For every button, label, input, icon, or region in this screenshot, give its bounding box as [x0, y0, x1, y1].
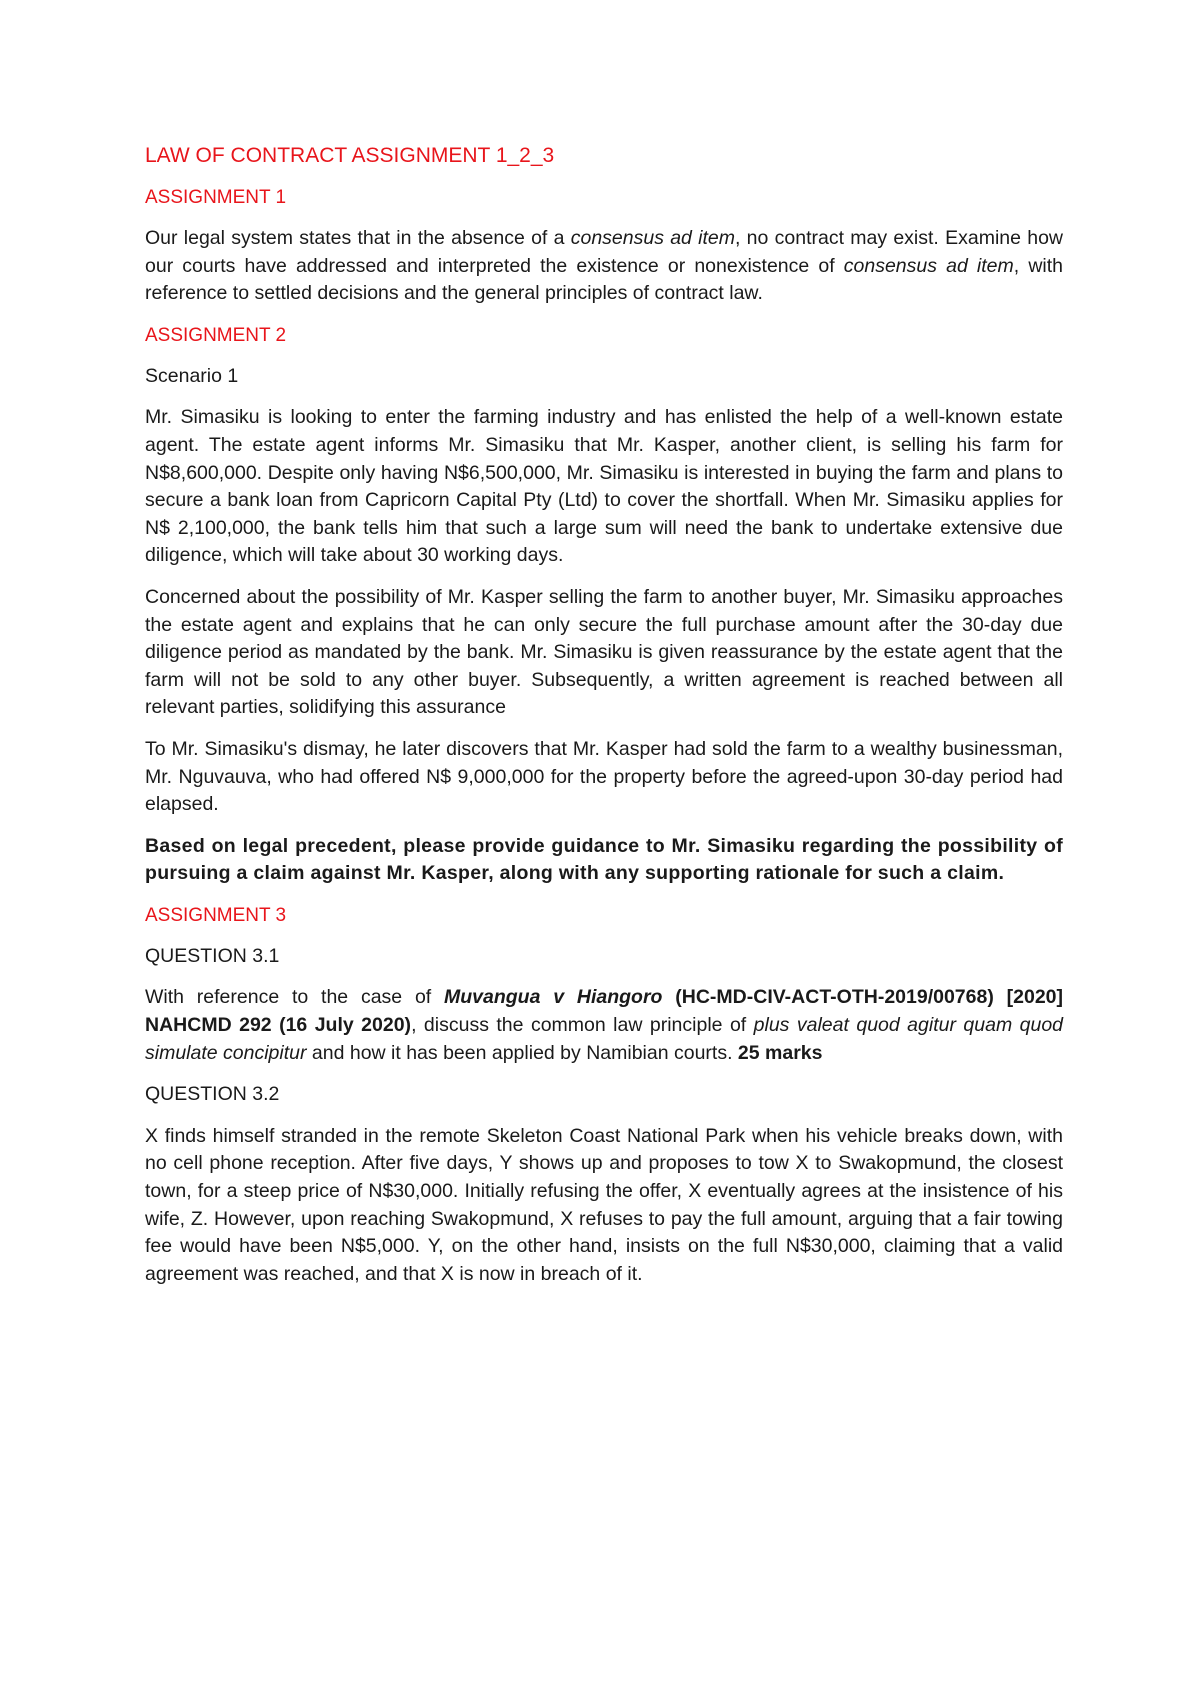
- latin-term: consensus ad item: [843, 254, 1014, 277]
- document-body: [145, 142, 1063, 1302]
- latin-term: consensus ad item: [570, 227, 735, 249]
- text-run: With reference to the case of: [145, 986, 445, 1009]
- question-3-2-text: X finds himself stranded in the remote Skeleton Coast National Park when his vehicle breaks down, with no cell phone reception. After five days, Y shows up and proposes to tow X to Swakopmund, the closest town, for a steep price of N$30,000. Initially refusing the offer, X eventually agrees at the insistence of his wife, Z. However, upon reaching Swakopmund, X refuses to pay the full amount, arguing that a fair towing fee would have been N$5,000. Y, on the other hand, insists on the full N$30,000, claiming that a valid agreement was reached, and that X is now in breach of it.: [145, 1124, 1063, 1285]
- latin-term: plus valeat quod agitur quam quod simulate concipitur: [145, 1014, 1064, 1064]
- text-run: , discuss the common law principle of: [411, 1014, 754, 1037]
- assignment-1-paragraph: [145, 225, 1063, 308]
- text-run: and how it has been applied by Namibian courts.: [306, 1041, 738, 1064]
- text-run: , no contract may exist. Examine how our courts have addressed and interpreted the existence or nonexistence of: [145, 227, 1064, 277]
- case-name: Muvangua v Hiangoro: [444, 986, 663, 1009]
- assignment-2-heading: ASSIGNMENT 2: [145, 324, 287, 346]
- scenario-paragraph-1: Mr. Simasiku is looking to enter the farming industry and has enlisted the help of a well-known estate agent. The estate agent informs Mr. Simasiku that Mr. Kasper, another client, is selling his farm for N$8,600,000. Despite only having N$6,500,000, Mr. Simasiku is interested in buying the farm and plans to secure a bank loan from Capricorn Capital Pty (Ltd) to cover the shortfall. When Mr. Simasiku applies for N$ 2,100,000, the bank tells him that such a large sum will need the bank to undertake extensive due diligence, which will take about 30 working days.: [145, 406, 1063, 567]
- marks-label: 25 marks: [737, 1041, 823, 1064]
- assignment-1-heading: ASSIGNMENT 1: [145, 187, 287, 208]
- text-run: , with reference to settled decisions and the general principles of contract law.: [145, 254, 1064, 305]
- case-citation: (HC-MD-CIV-ACT-OTH-2019/00768) [2020] NAHCMD 292 (16 July 2020): [145, 986, 1063, 1037]
- question-3-1-text: [145, 984, 1063, 1067]
- scenario-paragraph-3: To Mr. Simasiku's dismay, he later discovers that Mr. Kasper had sold the farm to a wealthy businessman, Mr. Nguvauva, who had offered N$ 9,000,000 for the property before the agreed-upon 30-day period had elapsed.: [145, 737, 1063, 816]
- scenario-paragraph-2: Concerned about the possibility of Mr. Kasper selling the farm to another buyer, Mr. Simasiku approaches the estate agent and explains that he can only secure the full purchase amount after the 30-day due diligence period as mandated by the bank. Mr. Simasiku is given reassurance by the estate agent that the farm will not be sold to any other buyer. Subsequently, a written agreement is reached between all relevant parties, solidifying this assurance: [145, 585, 1063, 719]
- question-3-2-label: QUESTION 3.2: [145, 1083, 280, 1106]
- assignment-2-question: Based on legal precedent, please provide guidance to Mr. Simasiku regarding the possibility of pursuing a claim against Mr. Kasper, along with any supporting rationale for such a claim.: [145, 834, 1063, 885]
- assignment-3-heading: ASSIGNMENT 3: [145, 904, 287, 926]
- text-run: Our legal system states that in the absence of a: [145, 227, 571, 249]
- scenario-label: Scenario 1: [145, 364, 239, 387]
- document-title: LAW OF CONTRACT ASSIGNMENT 1_2_3: [145, 144, 555, 167]
- question-3-1-label: QUESTION 3.1: [145, 944, 280, 967]
